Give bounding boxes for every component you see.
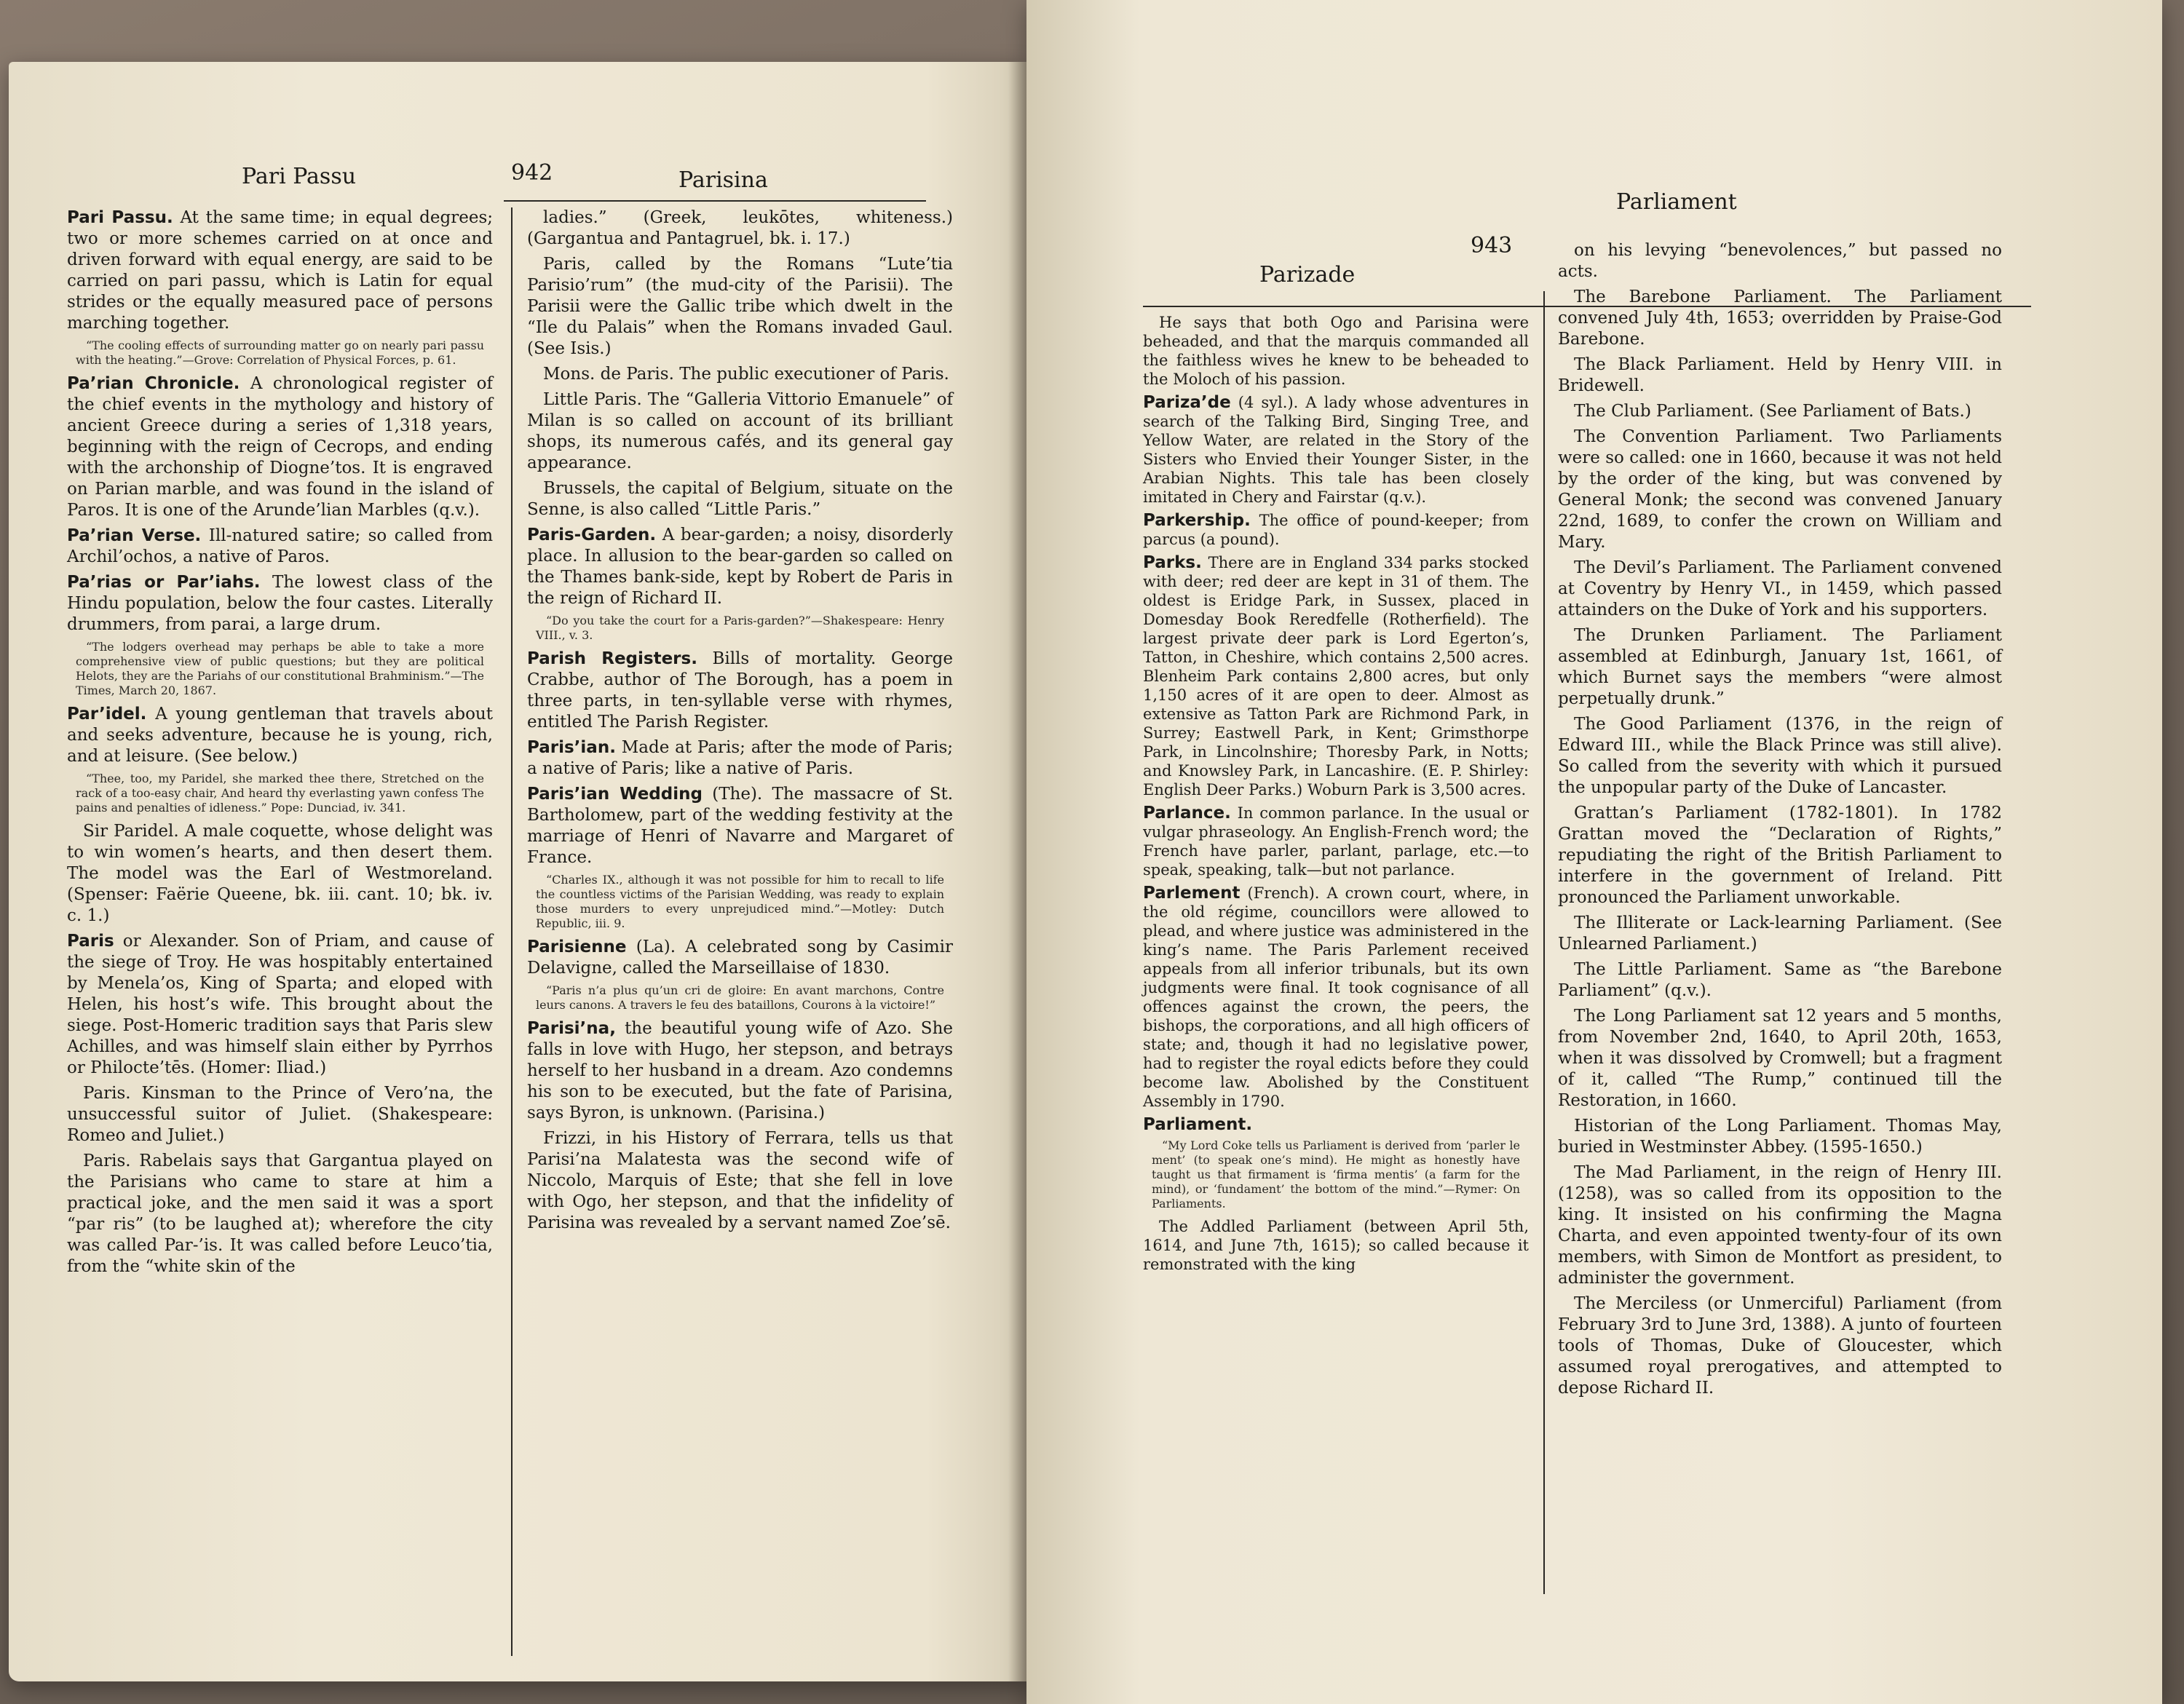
entry-paragraph bbox=[1143, 1217, 1529, 1274]
dictionary-entry bbox=[527, 784, 953, 868]
entry-text: on his levying “benevolences,” but passed no acts. bbox=[1558, 241, 2002, 281]
entry-paragraph bbox=[527, 1128, 953, 1234]
entry-text: Grattan’s Parliament (1782-1801). In 1782 Grattan moved the “Declaration of Rights,” repudiating the right of the British Parliament to interfere in the government of Ireland. Pitt pronounced the Parliament unworkable. bbox=[1558, 804, 2002, 907]
dictionary-entry bbox=[1143, 511, 1529, 549]
entry-text: Paris. Rabelais says that Gargantua played on the Parisians who came to stare at him a practical joke, and the men said it was a sport “par ris” (to be laughed at); wherefore the city was called Par-’is. It was called before Leuco’tia, from the “white skin of the bbox=[67, 1152, 493, 1276]
entry-text: Made at Paris; after the mode of Paris; a native of Paris; like a native of Paris. bbox=[527, 738, 954, 778]
left-page-number: 942 bbox=[511, 160, 553, 186]
dictionary-entry bbox=[67, 931, 493, 1079]
headword: Paris’ian Wedding bbox=[527, 785, 703, 804]
entry-text: (4 syl.). A lady whose adventures in search of the Talking Bird, Singing Tree, and Yellow Water, are related in the Story of the Sisters who Envied their Younger Sister, in the Arabian Nights. This tale has been closely imitated in Chery and Fairstar (q.v.). bbox=[1143, 394, 1529, 506]
headword: Parish Registers. bbox=[527, 649, 697, 668]
entry-text: (The). The massacre of St. Bartholomew, part of the wedding festivity at the marriage of Henri of Navarre and Margaret of France. bbox=[527, 785, 954, 867]
entry-text: Historian of the Long Parliament. Thomas May, buried in Westminster Abbey. (1595-1650.) bbox=[1558, 1117, 2002, 1157]
entry-paragraph bbox=[527, 389, 953, 474]
entry-paragraph bbox=[67, 821, 493, 927]
entry-text: The Drunken Parliament. The Parliament assembled at Edinburgh, January 1st, 1661, of which Burnet says the members “were almost perpetually drunk.” bbox=[1558, 626, 2002, 708]
entry-paragraph bbox=[1558, 1116, 2002, 1158]
entry-paragraph bbox=[1558, 401, 2002, 422]
entry-text: or Alexander. Son of Priam, and cause of the siege of Troy. He was hospitably entertained by Menela’os, King of Sparta; and eloped with Helen, his host’s wife. This brought about the siege. Post-Homeric tradition says that Paris slew Achilles, and was himself slain either by Pyrrhos or Philocte’tēs. (Homer: Iliad.) bbox=[67, 932, 494, 1077]
entry-paragraph bbox=[1143, 313, 1529, 389]
entry-text: Paris, called by the Romans “Lute’tia Parisio’rum” (the mud-city of the Parisii). The Parisii were the Gallic tribe which dwelt in the “Ile du Palais” when the Romans invaded Gaul. (See Isis.) bbox=[527, 255, 953, 358]
entry-paragraph bbox=[67, 1151, 493, 1277]
entry-paragraph bbox=[1558, 427, 2002, 553]
entry-text: The Barebone Parliament. The Parliament convened July 4th, 1653; overridden by Praise-God Barebone. bbox=[1558, 288, 2002, 349]
column-rule bbox=[511, 207, 513, 1656]
dictionary-entry bbox=[527, 525, 953, 609]
quotation: “The lodgers overhead may perhaps be able to take a more comprehensive view of public questions; but they are political Helots, they are the Pariahs of our constitutional Brahminism.”—The Times, March 20, 1867. bbox=[76, 640, 484, 697]
headword: Parlement bbox=[1143, 884, 1241, 903]
dictionary-entry bbox=[527, 1018, 953, 1124]
quotation: “Paris n’a plus qu’un cri de gloire: En avant marchons, Contre leurs canons. A travers le feu des bataillons, Courons à la victoire!” bbox=[536, 983, 944, 1012]
entry-paragraph bbox=[1558, 558, 2002, 621]
headword: Parks. bbox=[1143, 553, 1202, 572]
right-running-head-right: Parliament bbox=[1616, 189, 1737, 215]
header-rule bbox=[504, 200, 926, 202]
entry-text: Paris. Kinsman to the Prince of Vero’na, the unsuccessful suitor of Juliet. (Shakespeare: Romeo and Juliet.) bbox=[67, 1084, 493, 1145]
headword: Parkership. bbox=[1143, 511, 1251, 530]
left-running-head-right: Parisina bbox=[678, 167, 768, 193]
left-page-column-1 bbox=[67, 207, 493, 1282]
entry-text: The Black Parliament. Held by Henry VIII. in Bridewell. bbox=[1558, 355, 2002, 395]
entry-paragraph bbox=[527, 478, 953, 520]
quotation: “Charles IX., although it was not possible for him to recall to life the countless victims of the Parisian Wedding, was ready to explain those murders to every unprejudiced mind.”—Motley: Dutch Republic, iii. 9. bbox=[536, 873, 944, 930]
quotation: “Thee, too, my Paridel, she marked thee there, Stretched on the rack of a too-easy chair, And heard thy everlasting yawn confess The pains and penalties of idleness.” Pope: Dunciad, iv. 341. bbox=[76, 772, 484, 815]
entry-text: Little Paris. The “Galleria Vittorio Emanuele” of Milan is so called on account of its brilliant shops, its numerous cafés, and its general gay appearance. bbox=[527, 390, 953, 472]
headword: Pa’rian Verse. bbox=[67, 526, 202, 545]
dictionary-entry bbox=[67, 373, 493, 521]
right-page bbox=[1026, 0, 2162, 1704]
headword: Pariza’de bbox=[1143, 393, 1231, 412]
entry-text: The Addled Parliament (between April 5th, 1614, and June 7th, 1615); so called because it remonstrated with the king bbox=[1143, 1218, 1529, 1273]
entry-text: He says that both Ogo and Parisina were beheaded, and that the marquis commanded all the faithless wives he knew to be beheaded to the Moloch of his passion. bbox=[1143, 314, 1529, 388]
dictionary-entry bbox=[527, 737, 953, 780]
entry-text: Ill-natured satire; so called from Archil’ochos, a native of Paros. bbox=[67, 526, 494, 566]
entry-text: At the same time; in equal degrees; two or more schemes carried on at once and driven forward with equal energy, are said to be carried on pari passu, which is Latin for equal strides or the equally measured pace of persons marching together. bbox=[67, 208, 493, 333]
entry-text: The Illiterate or Lack-learning Parliament. (See Unlearned Parliament.) bbox=[1558, 914, 2002, 954]
dictionary-entry bbox=[1143, 393, 1529, 507]
entry-text: Mons. de Paris. The public executioner of Paris. bbox=[543, 365, 949, 384]
entry-paragraph bbox=[67, 1083, 493, 1146]
entry-text: The Club Parliament. (See Parliament of Bats.) bbox=[1574, 402, 1971, 421]
entry-paragraph bbox=[1558, 625, 2002, 710]
headword: Pa’rias or Par’iahs. bbox=[67, 573, 261, 592]
entry-paragraph bbox=[1558, 240, 2002, 282]
headword: Paris’ian. bbox=[527, 738, 616, 757]
entry-text: Brussels, the capital of Belgium, situate on the Senne, is also called “Little Paris.” bbox=[527, 479, 953, 519]
entry-text: The Devil’s Parliament. The Parliament convened at Coventry by Henry VI., in 1459, which passed attainders on the Duke of York and his supporters. bbox=[1558, 558, 2002, 619]
headword: Parlance. bbox=[1143, 804, 1231, 823]
entry-paragraph bbox=[1558, 1162, 2002, 1289]
entry-text: The Little Parliament. Same as “the Barebone Parliament” (q.v.). bbox=[1558, 960, 2002, 1000]
left-page bbox=[9, 62, 1028, 1681]
headword: Pari Passu. bbox=[67, 208, 173, 227]
entry-text: Bills of mortality. George Crabbe, author of The Borough, has a poem in three parts, in ten-syllable verse with rhymes, entitled The Parish Register. bbox=[527, 649, 953, 732]
entry-paragraph bbox=[1558, 714, 2002, 798]
entry-paragraph bbox=[1558, 287, 2002, 350]
dictionary-entry bbox=[527, 649, 953, 733]
dictionary-entry bbox=[67, 704, 493, 767]
dictionary-entry bbox=[67, 572, 493, 635]
headword: Parliament. bbox=[1143, 1115, 1253, 1134]
headword: Paris-Garden. bbox=[527, 526, 657, 544]
entry-text: In common parlance. In the usual or vulgar phraseology. An English-French word; the French have parler, parlant, parlage, etc.—to speak, speaking, talk—but not parlance. bbox=[1143, 804, 1529, 879]
headword: Pa’rian Chronicle. bbox=[67, 374, 240, 393]
entry-text: (La). A celebrated song by Casimir Delavigne, called the Marseillaise of 1830. bbox=[527, 938, 953, 978]
headword: Parisi’na, bbox=[527, 1019, 616, 1038]
entry-paragraph bbox=[527, 207, 953, 250]
entry-paragraph bbox=[527, 364, 953, 385]
left-page-column-2 bbox=[527, 207, 953, 1238]
dictionary-entry bbox=[1143, 804, 1529, 879]
entry-text: Frizzi, in his History of Ferrara, tells us that Parisi’na Malatesta was the second wife of Niccolo, Marquis of Este; that she fell in love with Ogo, her stepson, and that the infidelity of Parisina was revealed by a servant named Zoe’sē. bbox=[527, 1129, 953, 1232]
entry-text: The lowest class of the Hindu population, below the four castes. Literally drummers, from parai, a large drum. bbox=[67, 573, 494, 634]
right-page-column-1 bbox=[1143, 313, 1529, 1278]
headword: Paris bbox=[67, 932, 114, 951]
entry-text: The Merciless (or Unmerciful) Parliament (from February 3rd to June 3rd, 1388). A junto of fourteen tools of Thomas, Duke of Gloucester, which assumed royal prerogatives, and attempted to depose Richard II. bbox=[1558, 1294, 2002, 1398]
dictionary-entry bbox=[1143, 1115, 1529, 1134]
entry-text: The office of pound-keeper; from parcus (a pound). bbox=[1143, 512, 1529, 548]
entry-text: (French). A crown court, where, in the old régime, councillors were allowed to plead, and where justice was administered in the king’s name. The Paris Parlement received appeals from all inferior tribunals, but its own judgments were final. It took cognisance of all offences against the crown, the peers, the bishops, the corporations, and all high officers of state; and, though it had no legislative power, had to register the royal edicts before they could become law. Abolished by the Constituent Assembly in 1790. bbox=[1143, 884, 1529, 1110]
entry-text: A chronological register of the chief events in the mythology and history of ancient Greece during a series of 1,318 years, beginning with the reign of Cecrops, and ending with the archonship of Diogne’tos. It is engraved on Parian marble, and was found in the island of Paros. It is one of the Arunde’lian Marbles (q.v.). bbox=[67, 374, 494, 520]
entry-paragraph bbox=[1558, 959, 2002, 1002]
column-rule bbox=[1543, 291, 1545, 1594]
entry-text: the beautiful young wife of Azo. She falls in love with Hugo, her stepson, and betrays herself to her husband in a dream. Azo condemns his son to be executed, but the fate of Parisina, says Byron, is unknown. (Parisina.) bbox=[527, 1019, 953, 1122]
dictionary-entry bbox=[67, 207, 493, 334]
left-running-head-left: Pari Passu bbox=[242, 164, 357, 189]
headword: Parisienne bbox=[527, 938, 627, 956]
entry-text: The Good Parliament (1376, in the reign of Edward III., while the Black Prince was still alive). So called from the severity with which it pursued the unpopular party of the Duke of Lancaster. bbox=[1558, 715, 2002, 797]
entry-text: Sir Paridel. A male coquette, whose delight was to win women’s hearts, and then desert them. The model was the Earl of Westmoreland. (Spenser: Faërie Queene, bk. iii. cant. 10; bk. iv. c. 1.) bbox=[67, 822, 493, 925]
entry-paragraph bbox=[1558, 1293, 2002, 1399]
entry-paragraph bbox=[527, 254, 953, 360]
right-page-column-2 bbox=[1558, 240, 2002, 1403]
right-page-number: 943 bbox=[1471, 233, 1513, 258]
entry-paragraph bbox=[1558, 354, 2002, 397]
dictionary-entry bbox=[1143, 553, 1529, 799]
entry-text: ladies.” (Greek, leukōtes, whiteness.) (Gargantua and Pantagruel, bk. i. 17.) bbox=[527, 208, 953, 248]
dictionary-entry bbox=[1143, 884, 1529, 1111]
entry-text: The Mad Parliament, in the reign of Henry III. (1258), was so called from its opposition to the king. It insisted on his confirming the Magna Charta, and even appointed twenty-four of its own members, with Simon de Montfort as president, to administer the government. bbox=[1558, 1163, 2002, 1288]
quotation: “The cooling effects of surrounding matter go on nearly pari passu with the heating.”—Grove: Correlation of Physical Forces, p. 61. bbox=[76, 338, 484, 367]
entry-text: There are in England 334 parks stocked with deer; red deer are kept in 31 of them. The oldest is Eridge Park, in Sussex, placed in Domesday Book Reredfelle (Rotherfield). The largest private deer park is Lord Egerton’s, Tatton, in Cheshire, which contains 2,500 acres. Blenheim Park contains 2,800 acres, but only 1,150 acres of it are open to deer. Almost as extensive as Tatton Park are Richmond Park, in Surrey; Eastwell Park, in Kent; Grimsthorpe Park, in Lincolnshire; Thoresby Park, in Notts; and Knowsley Park, in Lancashire. (E. P. Shirley: English Deer Parks.) Woburn Park is 3,500 acres. bbox=[1143, 554, 1529, 798]
quotation: “Do you take the court for a Paris-garden?”—Shakespeare: Henry VIII., v. 3. bbox=[536, 614, 944, 642]
entry-text: A young gentleman that travels about and seeks adventure, because he is young, rich, and at leisure. (See below.) bbox=[67, 705, 493, 766]
entry-text: The Long Parliament sat 12 years and 5 months, from November 2nd, 1640, to April 20th, 1653, when it was dissolved by Cromwell; but a fragment of it, called “The Rump,” continued till the Restoration, in 1660. bbox=[1558, 1007, 2002, 1110]
entry-text: The Convention Parliament. Two Parliaments were so called: one in 1660, because it was not held by the order of the king, but was convened by General Monk; the second was convened January 22nd, 1689, to confer the crown on William and Mary. bbox=[1558, 427, 2002, 552]
entry-paragraph bbox=[1558, 803, 2002, 908]
dictionary-entry bbox=[67, 526, 493, 568]
right-running-head-left: Parizade bbox=[1259, 262, 1356, 288]
quotation: “My Lord Coke tells us Parliament is derived from ‘parler le ment’ (to speak one’s mind). He might as honestly have taught us that firmament is ‘firma mentis’ (a farm for the mind), or ‘fundament’ the bottom of the mind.”—Rymer: On Parliaments. bbox=[1152, 1138, 1520, 1210]
headword: Par’idel. bbox=[67, 705, 147, 724]
entry-paragraph bbox=[1558, 1006, 2002, 1111]
entry-paragraph bbox=[1558, 913, 2002, 955]
dictionary-entry bbox=[527, 937, 953, 979]
entry-text: A bear-garden; a noisy, disorderly place. In allusion to the bear-garden so called on the Thames bank-side, kept by Robert de Paris in the reign of Richard II. bbox=[527, 526, 954, 608]
